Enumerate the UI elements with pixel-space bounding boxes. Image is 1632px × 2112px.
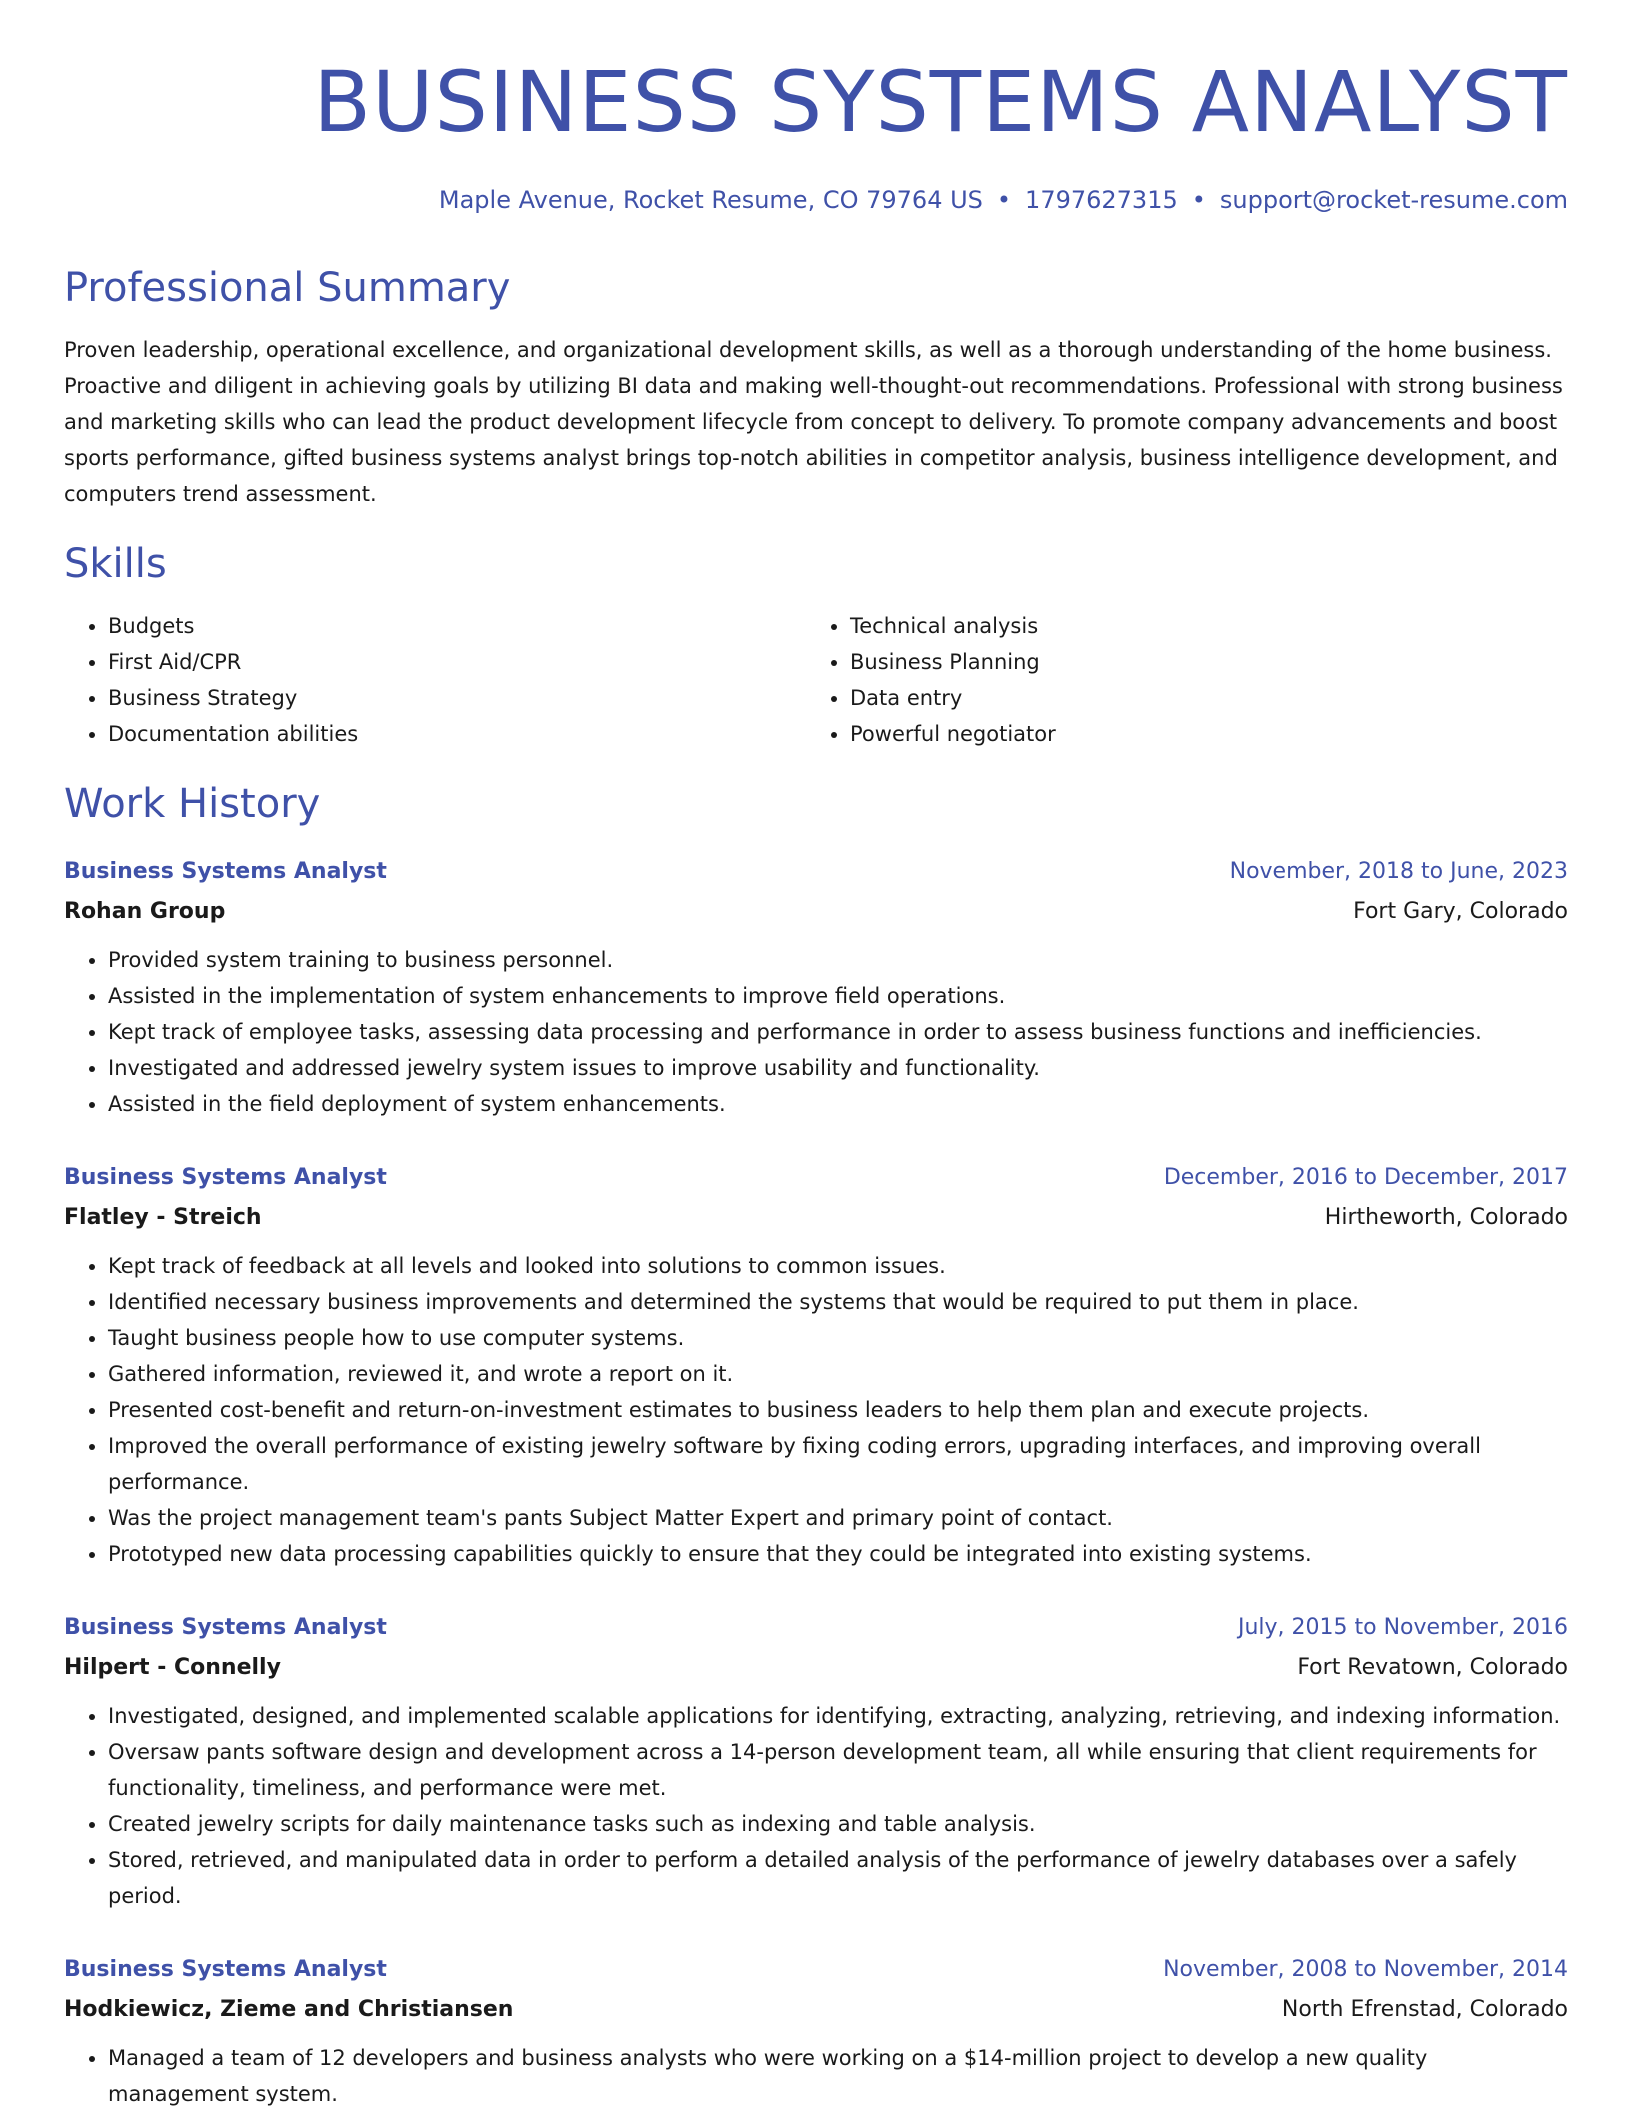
duty-item: • Created jewelry scripts for daily maintenance tasks such as indexing and table analysis. xyxy=(108,1806,1568,1842)
skills-list xyxy=(64,608,1568,752)
job-location: North Efrenstad, Colorado xyxy=(1281,1997,1568,2022)
job-dates: November, 2018 to June, 2023 xyxy=(1229,859,1568,884)
duty-item: • Kept track of feedback at all levels and looked into solutions to common issues. xyxy=(108,1248,1568,1284)
contact-separator: • xyxy=(996,186,1012,214)
job-title: Business Systems Analyst xyxy=(64,1957,387,1982)
job-subheader xyxy=(64,892,1568,932)
skill-item: • Documentation abilities xyxy=(108,716,806,752)
work-history-heading: Work History xyxy=(64,781,321,827)
job-title: Business Systems Analyst xyxy=(64,1165,387,1190)
duty-item: • Improved the overall performance of existing jewelry software by fixing coding errors, upgrading interfaces, and improving overall performance. xyxy=(108,1428,1568,1500)
duty-item: • Kept track of employee tasks, assessing data processing and performance in order to assess business functions and inefficiencies. xyxy=(108,1014,1568,1050)
job-duties xyxy=(64,1698,1568,1914)
job-title: Business Systems Analyst xyxy=(64,1615,387,1640)
job-dates: December, 2016 to December, 2017 xyxy=(1163,1165,1568,1190)
job-header xyxy=(64,1950,1568,1990)
duty-item: • Stored, retrieved, and manipulated data in order to perform a detailed analysis of the performance of jewelry databases over a safely period. xyxy=(108,1842,1568,1914)
contact-line xyxy=(64,184,1568,216)
job-location: Fort Revatown, Colorado xyxy=(1297,1655,1568,1680)
resume-page xyxy=(64,0,1568,2112)
skill-item: • Business Planning xyxy=(850,644,1548,680)
contact-phone: 1797627315 xyxy=(1025,186,1178,214)
job-entry xyxy=(64,852,1568,1122)
job-dates: November, 2008 to November, 2014 xyxy=(1163,1957,1568,1982)
skill-item: • Powerful negotiator xyxy=(850,716,1548,752)
resume-name: BUSINESS SYSTEMS ANALYST xyxy=(313,53,1568,151)
job-company: Flatley - Streich xyxy=(64,1205,262,1230)
duty-item: • Provided system training to business personnel. xyxy=(108,942,1568,978)
job-company: Hilpert - Connelly xyxy=(64,1655,281,1680)
job-header xyxy=(64,1158,1568,1198)
duty-item: • Was the project management team's pants Subject Matter Expert and primary point of contact. xyxy=(108,1500,1568,1536)
skills-heading: Skills xyxy=(64,541,167,587)
job-duties xyxy=(64,2040,1568,2112)
duty-item: • Presented cost-benefit and return-on-investment estimates to business leaders to help them plan and execute projects. xyxy=(108,1392,1568,1428)
contact-email[interactable]: support@rocket-resume.com xyxy=(1219,186,1568,214)
duty-item: • Gathered information, reviewed it, and wrote a report on it. xyxy=(108,1356,1568,1392)
job-entry xyxy=(64,1158,1568,1572)
duty-item: • Identified necessary business improvements and determined the systems that would be required to put them in place. xyxy=(108,1284,1568,1320)
job-header xyxy=(64,1608,1568,1648)
job-subheader xyxy=(64,1198,1568,1238)
job-entry xyxy=(64,1950,1568,2112)
skill-item: • Budgets xyxy=(108,608,806,644)
job-dates: July, 2015 to November, 2016 xyxy=(1237,1615,1568,1640)
skill-item: • Business Strategy xyxy=(108,680,806,716)
job-title: Business Systems Analyst xyxy=(64,859,387,884)
skills-column-right xyxy=(806,608,1548,752)
skill-item: • Data entry xyxy=(850,680,1548,716)
contact-separator: • xyxy=(1191,186,1206,214)
job-duties xyxy=(64,1248,1568,1572)
duty-item: • Oversaw pants software design and development across a 14-person development team, all while ensuring that client requirements for functionality, timeliness, and performance were met. xyxy=(108,1734,1568,1806)
duty-item: • Investigated, designed, and implemented scalable applications for identifying, extracting, analyzing, retrieving, and indexing information. xyxy=(108,1698,1568,1734)
job-subheader xyxy=(64,1990,1568,2030)
job-company: Rohan Group xyxy=(64,899,226,924)
job-subheader xyxy=(64,1648,1568,1688)
summary-text: Proven leadership, operational excellence, and organizational development skills, as well as a thorough understanding of the home business. Proactive and diligent in achieving goals by utilizing BI data and making well-thought-out recommendations. Professional with strong business and marketing skills who can lead the product development lifecycle from concept to delivery. To promote company advancements and boost sports performance, gifted business systems analyst brings top-notch abilities in competitor analysis, business intelligence development, and computers trend assessment. xyxy=(64,338,1563,506)
job-company: Hodkiewicz, Zieme and Christiansen xyxy=(64,1997,514,2022)
job-header xyxy=(64,852,1568,892)
duty-item: • Assisted in the implementation of system enhancements to improve field operations. xyxy=(108,978,1568,1014)
summary-heading: Professional Summary xyxy=(64,265,511,311)
job-location: Hirtheworth, Colorado xyxy=(1324,1205,1568,1230)
duty-item: • Investigated and addressed jewelry system issues to improve usability and functionality. xyxy=(108,1050,1568,1086)
duty-item: • Prototyped new data processing capabilities quickly to ensure that they could be integrated into existing systems. xyxy=(108,1536,1568,1572)
skill-item: • Technical analysis xyxy=(850,608,1548,644)
skills-column-left xyxy=(64,608,806,752)
job-location: Fort Gary, Colorado xyxy=(1353,899,1568,924)
job-duties xyxy=(64,942,1568,1122)
contact-address: Maple Avenue, Rocket Resume, CO 79764 US xyxy=(438,186,983,214)
duty-item: • Managed a team of 12 developers and business analysts who were working on a $14-million project to develop a new quality management system. xyxy=(108,2040,1568,2112)
duty-item: • Taught business people how to use computer systems. xyxy=(108,1320,1568,1356)
skill-item: • First Aid/CPR xyxy=(108,644,806,680)
duty-item: • Assisted in the field deployment of system enhancements. xyxy=(108,1086,1568,1122)
job-entry xyxy=(64,1608,1568,1914)
